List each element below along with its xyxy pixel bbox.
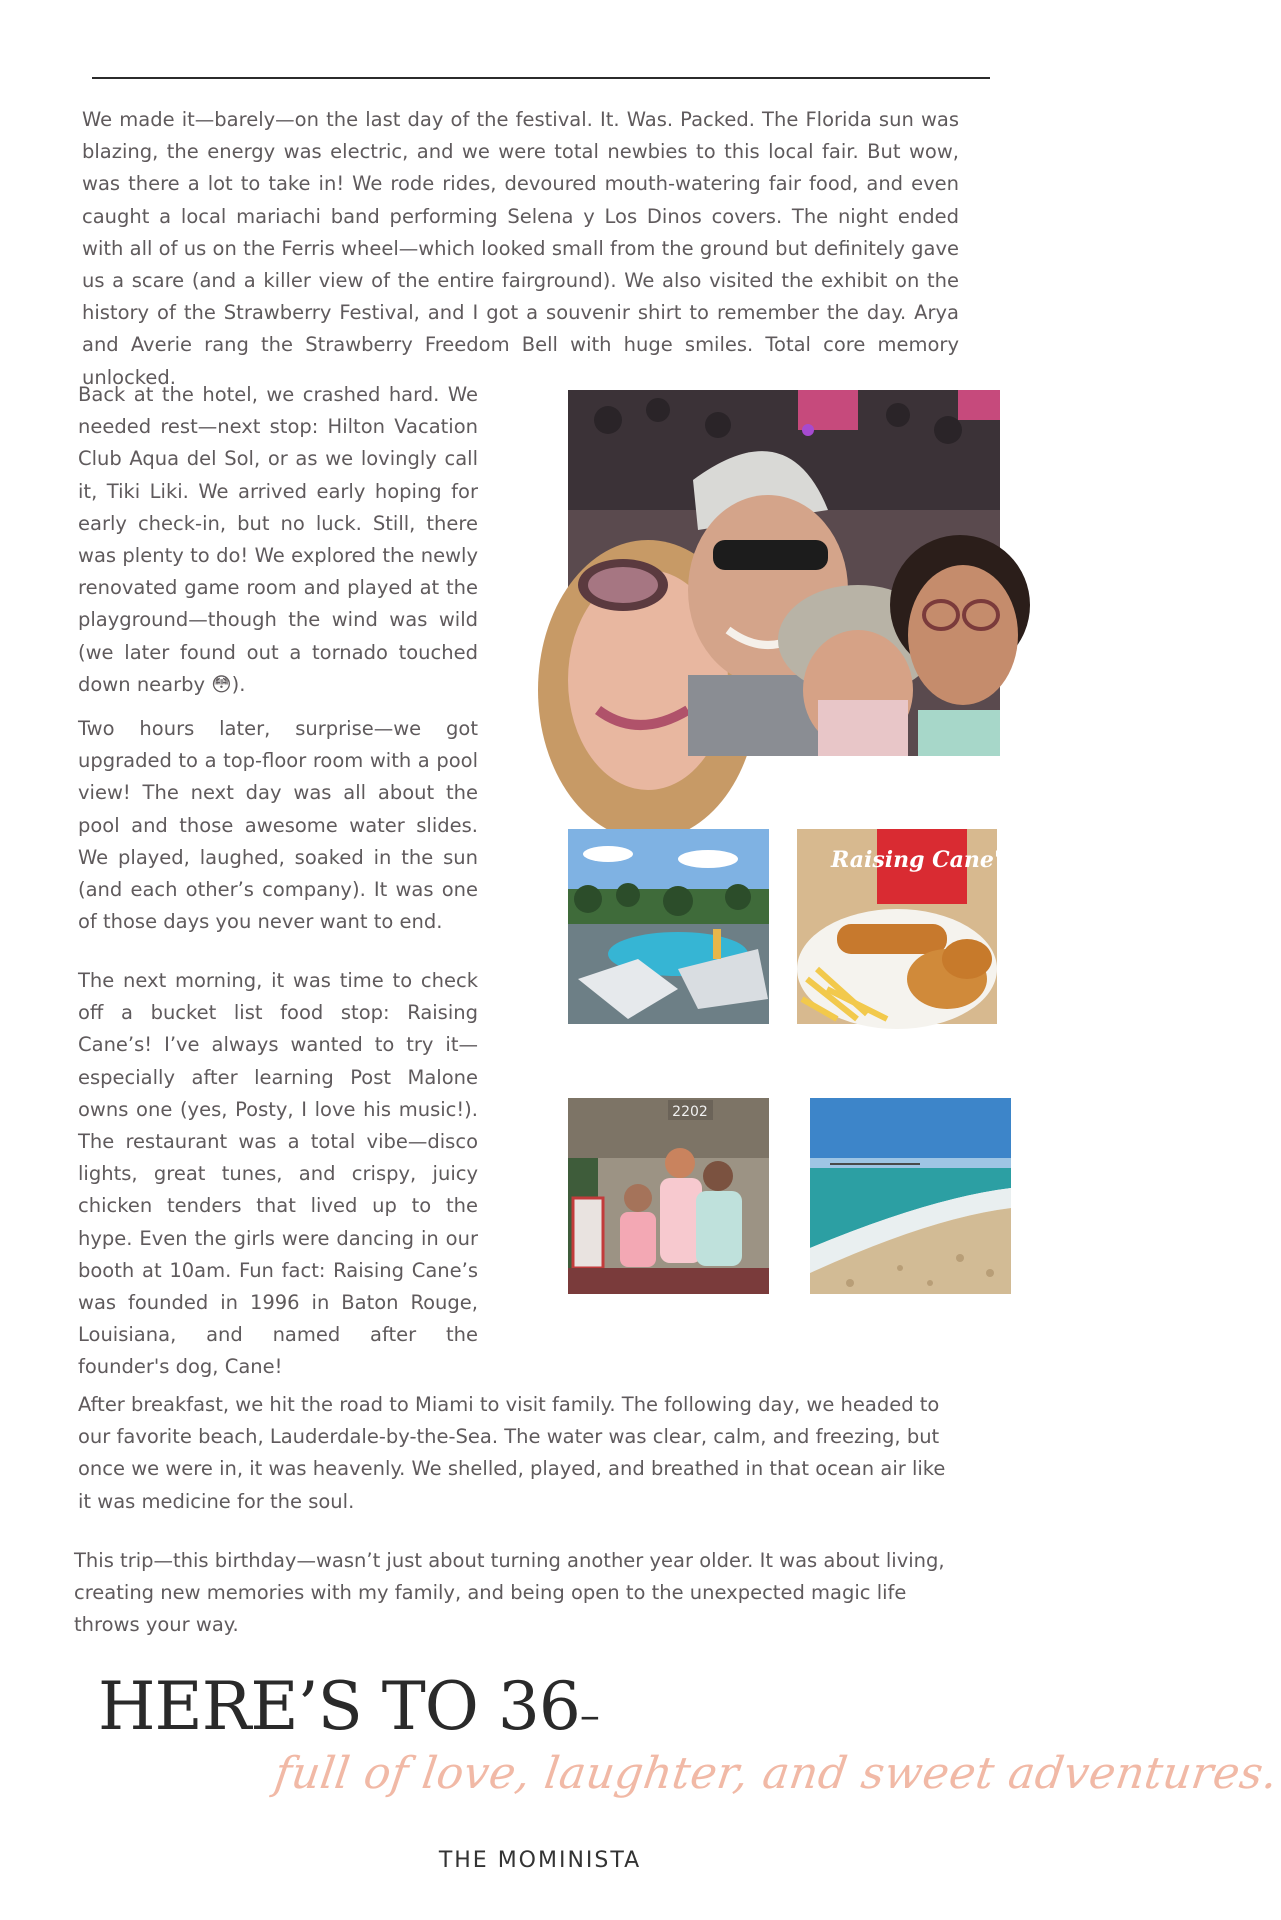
closing-heading — [98, 1668, 599, 1745]
miami-paragraph: After breakfast, we hit the road to Miami to visit family. The following day, we headed to our favorite beach, Lauderdale-by-the-Sea. The water was clear, calm, and freezing, but once we were in, it was heavenly. We shelled, played, and breathed in that ocean air like it was medicine for the soul. — [78, 1393, 946, 1513]
mom-and-girls-photo — [568, 1098, 769, 1294]
hotel-paragraph: Back at the hotel, we crashed hard. We needed rest—next stop: Hilton Vacation Club Aqua del Sol, or as we lovingly call it, Tiki Liki. We arrived early hoping for early check-in, but no luck. Still, there was plenty to do! We explored the newly renovated game room and played at the playground—though the wind was wild (we later found out a tornado touched down nearby 😳). — [78, 383, 478, 696]
festival-paragraph: We made it—barely—on the last day of the festival. It. Was. Packed. The Florida sun was blazing, the energy was electric, and we were total newbies to this local fair. But wow, was there a lot to take in! We rode rides, devoured mouth-watering fair food, and even caught a local mariachi band performing Selena y Los Dinos covers. The night ended with all of us on the Ferris wheel—which looked small from the ground but definitely gave us a scare (and a killer view of the entire fairground). We also visited the exhibit on the history of the Strawberry Festival, and I got a souvenir shirt to remember the day. Arya and Averie rang the Strawberry Freedom Bell with huge smiles. Total core memory unlocked. — [82, 108, 959, 389]
canes-cup-logo: Raising Cane's — [830, 847, 1014, 873]
beach-photo — [810, 1098, 1011, 1294]
heading-text: HERE’S TO 36 — [98, 1668, 580, 1745]
canes-paragraph: The next morning, it was time to check off a bucket list food stop: Raising Cane’s! I’ve always wanted to try it—especially after learning Post Malone owns one (yes, Posty, I love his music!). The restaurant was a total vibe—disco lights, great tunes, and crispy, juicy chicken tenders that lived up to the hype. Even the girls were dancing in our booth at 10am. Fun fact: Raising Cane’s was founded in 1996 in Baton Rouge, Louisiana, and named after the founder's dog, Cane! — [78, 969, 478, 1379]
canes-meal-photo — [797, 829, 1014, 1024]
svg-text:2202: 2202 — [672, 1104, 708, 1120]
script-tagline: full of love, laughter, and sweet adventures. — [271, 1748, 1281, 1799]
family-selfie-photo — [568, 390, 1000, 756]
heading-dash: – — [579, 1693, 599, 1739]
resort-pool-photo — [568, 829, 769, 1024]
upgrade-paragraph: Two hours later, surprise—we got upgraded to a top-floor room with a pool view! The next day was all about the pool and those awesome water slides. We played, laughed, soaked in the sun (and each other’s company). It was one of those days you never want to end. — [78, 717, 478, 934]
closing-paragraph: This trip—this birthday—wasn’t just about turning another year older. It was about living, creating new memories with my family, and being open to the unexpected magic life throws your way. — [74, 1549, 945, 1637]
top-divider — [92, 77, 990, 79]
brand-signature: THE MOMINISTA — [438, 1848, 642, 1873]
